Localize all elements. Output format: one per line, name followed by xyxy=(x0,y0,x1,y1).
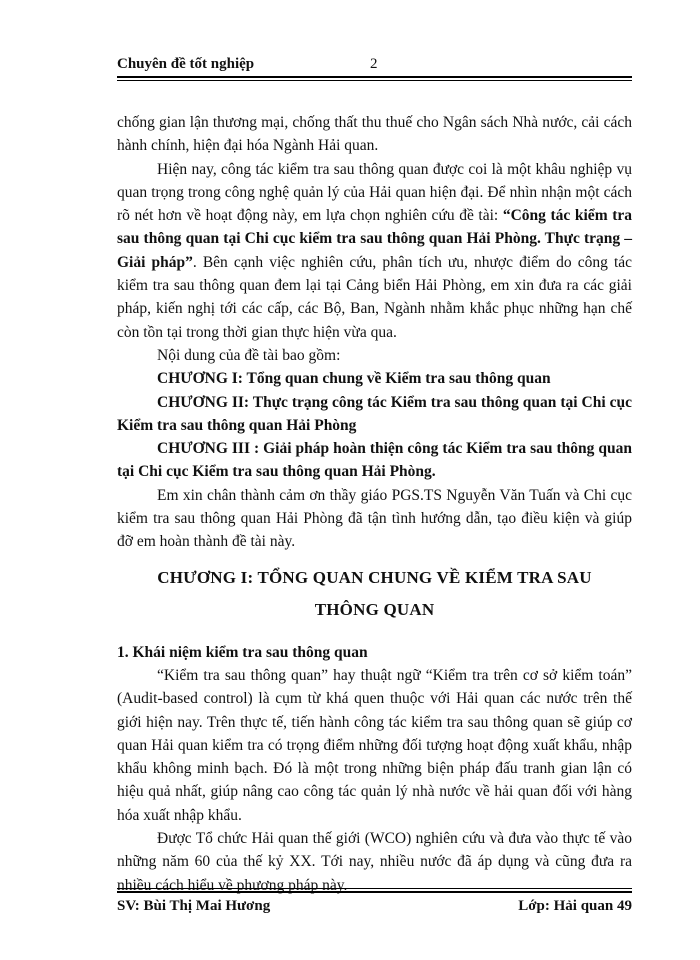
header-title: Chuyên đề tốt nghiệp xyxy=(117,56,255,72)
paragraph-contents-intro: Nội dung của đề tài bao gồm: xyxy=(157,346,341,364)
footer-class: Lớp: Hải quan 49 xyxy=(518,898,632,914)
header-rule-thin xyxy=(117,80,632,81)
section-heading: 1. Khái niệm kiểm tra sau thông quan xyxy=(117,643,368,661)
page-header xyxy=(117,54,632,78)
header-rule-thick xyxy=(117,76,632,78)
outline-chapter-3: CHƯƠNG III : Giải pháp hoàn thiện công tác Kiểm tra sau thông quan tại Chi cục Kiểm tra sau thông quan Hải Phòng. xyxy=(117,440,632,481)
paragraph-topic-end: . Bên cạnh việc nghiên cứu, phân tích ưu, nhược điểm do công tác kiểm tra sau thông quan đem lại tại Cảng biển Hải Phòng, em xin đưa ra các giải pháp, kiến nghị tới các cấp, các Bộ, Ban, Ngành nhằm khắc phục những hạn chế còn tồn tại trong thời gian thực hiện vừa qua. xyxy=(117,253,633,341)
page-footer xyxy=(117,895,632,919)
footer-rule-thin xyxy=(117,888,632,889)
page-number: 2 xyxy=(370,56,378,72)
chapter-heading xyxy=(117,562,632,626)
footer-rule-thick xyxy=(117,891,632,893)
footer-student: SV: Bùi Thị Mai Hương xyxy=(117,898,271,914)
thesis-title: “Công tác kiểm tra sau thông quan tại Chi cục kiểm tra sau thông quan Hải Phòng. Thực trạng – Giải pháp” xyxy=(117,207,632,271)
paragraph-topic-start: Hiện nay, công tác kiểm tra sau thông quan được coi là một khâu nghiệp vụ quan trọng trong công nghệ quản lý của Hải quan hiện đại. Để nhìn nhận một cách rõ nét hơn về hoạt động này, em lựa chọn nghiên cứu đề tài: xyxy=(117,160,632,225)
chapter-heading-line-2: THÔNG QUAN xyxy=(314,599,435,619)
paragraph-wco: Được Tổ chức Hải quan thế giới (WCO) nghiên cứu và đưa vào thực tế vào những năm 60 của thế kỷ XX. Tới nay, nhiều nước đã áp dụng và cũng đưa ra nhiều cách hiểu về phương pháp này. xyxy=(117,830,632,894)
paragraph-definition: “Kiểm tra sau thông quan” hay thuật ngữ “Kiểm tra trên cơ sở kiểm toán” (Audit-based control) là cụm từ khá quen thuộc với Hải quan các nước trên thế giới hiện nay. Trên thực tế, tiến hành công tác kiểm tra sau thông quan sẽ giúp cơ quan Hải quan kiểm tra có trọng điểm những đối tượng hoạt động xuất khẩu, nhập khẩu không minh bạch. Đó là một trong những biện pháp đấu tranh gian lận có hiệu quả nhất, giúp nâng cao công tác quản lý nhà nước về hải quan đối với hàng hóa xuất nhập khẩu. xyxy=(117,666,632,824)
paragraph-continuation: chống gian lận thương mại, chống thất thu thuế cho Ngân sách Nhà nước, cải cách hành chính, hiện đại hóa Ngành Hải quan. xyxy=(117,114,632,155)
paragraph-acknowledgement: Em xin chân thành cảm ơn thầy giáo PGS.TS Nguyễn Văn Tuấn và Chi cục kiểm tra sau thông quan Hải Phòng đã tận tình hướng dẫn, tạo điều kiện và giúp đỡ em hoàn thành đề tài này. xyxy=(117,486,632,551)
chapter-heading-line-1: CHƯƠNG I: TỔNG QUAN CHUNG VỀ KIỂM TRA SAU xyxy=(157,567,592,587)
outline-chapter-1: CHƯƠNG I: Tổng quan chung về Kiểm tra sau thông quan xyxy=(157,370,551,388)
paragraph-topic xyxy=(117,158,632,344)
document-body xyxy=(117,111,632,897)
outline-chapter-2: CHƯƠNG II: Thực trạng công tác Kiểm tra sau thông quan tại Chi cục Kiểm tra sau thông quan Hải Phòng xyxy=(117,393,632,434)
